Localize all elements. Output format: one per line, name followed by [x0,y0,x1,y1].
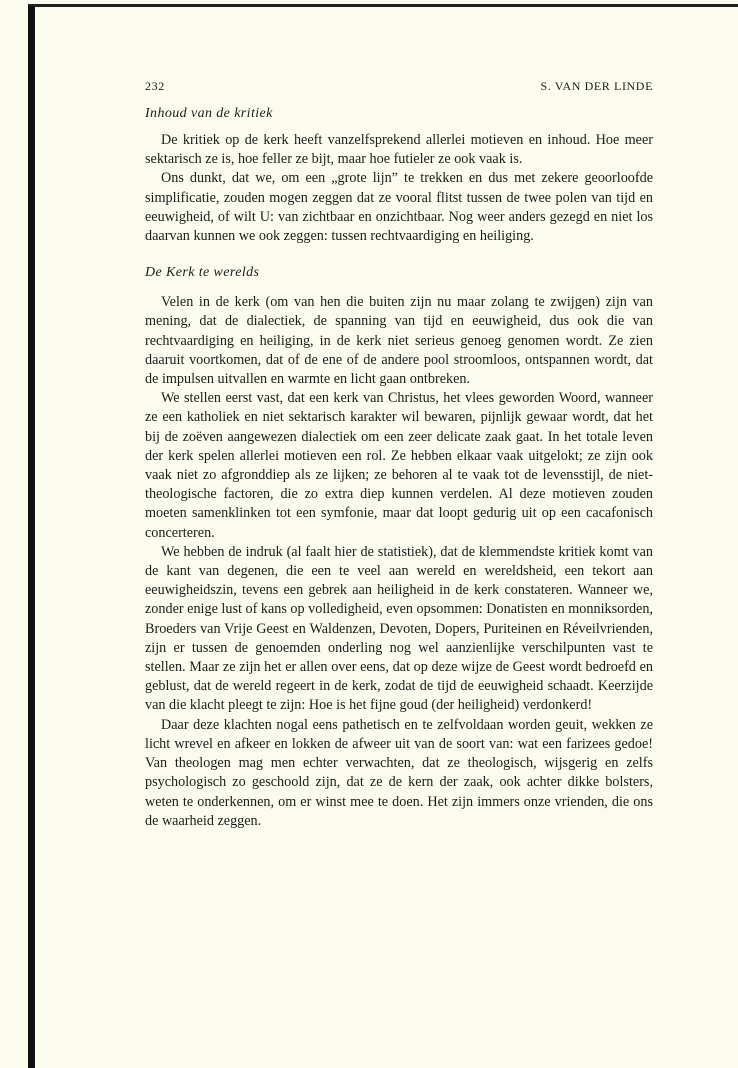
body-paragraph: Ons dunkt, dat we, om een „grote lijn” te trekken en dus met zekere geoorloofde simplificatie, zouden mogen zeggen dat ze vooral flitst tussen de twee polen van tijd en eeuwigheid, of wilt U: van zichtbaar en onzichtbaar. Nog weer anders gezegd en niet los daarvan kunnen we ook zeggen: tussen rechtvaardiging en heiliging. [145,170,653,245]
running-head-author: S. VAN DER LINDE [540,79,653,93]
body-paragraph: We stellen eerst vast, dat een kerk van Christus, het vlees geworden Woord, wanneer ze een katholiek en niet sektarisch karakter wil bewaren, pijnlijk gewaar wordt, dat het bij de zoëven aangewezen dialectiek om een zeer delicate zaak gaat. In het totale leven der kerk spelen allerlei motieven een rol. Ze hebben elkaar vaak uitgelokt; ze zijn ook vaak niet zo afgronddiep als ze lijken; ze behoren al te vaak tot de levensstijl, de niet-theologische factoren, die zo extra diep kunnen verdelen. Al deze motieven zouden moeten samenklinken tot een symfonie, maar dat loopt gedurig uit op een cacafonisch concerteren. [145,390,653,541]
running-head [145,76,653,96]
section-heading-inhoud: Inhoud van de kritiek [145,106,273,121]
page-number: 232 [145,79,165,93]
body-paragraph: De kritiek op de kerk heeft vanzelfsprekend allerlei motieven en inhoud. Hoe meer sektarisch ze is, hoe feller ze bijt, maar hoe futieler ze ook vaak is. [145,132,653,168]
body-paragraph: Velen in de kerk (om van hen die buiten zijn nu maar zolang te zwijgen) zijn van mening, dat de dialectiek, de spanning van tijd en eeuwigheid, dus ook die van rechtvaardiging en heiliging, in de kerk niet serieus genoeg genomen wordt. Ze zien daaruit voortkomen, dat of de ene of de andere pool stroomloos, ontspannen wordt, dat de impulsen uitvallen en warmte en licht gaan ontbreken. [145,294,653,388]
body-paragraph: We hebben de indruk (al faalt hier de statistiek), dat de klemmendste kritiek komt van de kant van degenen, die een te veel aan wereld en wereldsheid, een tekort aan eeuwigheidszin, tevens een gebrek aan heiligheid in de kerk constateren. Wanneer we, zonder enige lust of kans op volledigheid, even opsommen: Donatisten en monniksorden, Broeders van Vrije Geest en Waldenzen, Devoten, Dopers, Puriteinen en Réveilvrienden, zijn er tussen de genoemden onderling nog wel aanzienlijke verschilpunten vast te stellen. Maar ze zijn het er allen over eens, dat op deze wijze de Geest wordt bedroefd en geblust, dat de wereld regeert in de kerk, zodat de tijd de eeuwigheid schaadt. Keerzijde van die klacht pleegt te zijn: Hoe is het fijne goud (der heiligheid) verdonkerd! [145,543,653,714]
body-paragraph: Daar deze klachten nogal eens pathetisch en te zelfvoldaan worden geuit, wekken ze licht wrevel en afkeer en lokken de afweer uit van de soort van: wat een farizees gedoe! Van theologen mag men echter verwachten, dat ze theologisch, wijsgerig en zelfs psychologisch zo geschoold zijn, dat ze de kern der zaak, ook achter dikke bolsters, weten te onderkennen, om er winst mee te doen. Het zijn immers onze vrienden, die ons de waarheid zeggen. [145,716,653,829]
scan-border-top [28,4,738,7]
page-content [145,76,653,831]
section-heading-kerk-te-werelds: De Kerk te werelds [145,265,260,281]
scan-border-left [28,6,35,1068]
